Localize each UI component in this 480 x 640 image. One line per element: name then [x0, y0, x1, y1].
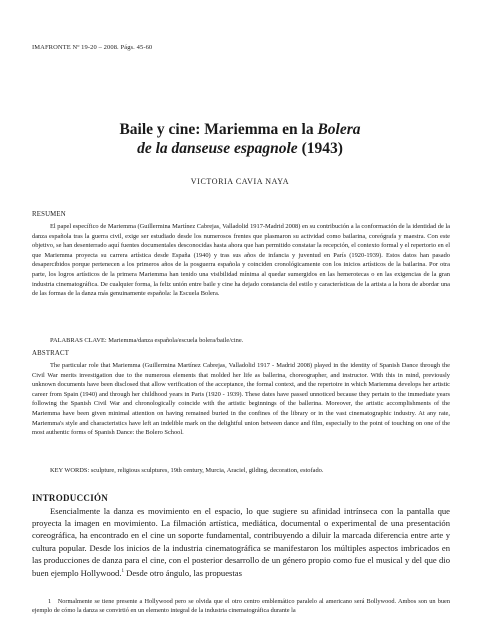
resumen-body: El papel específico de Mariemma (Guillermina Martínez Cabrejas, Valladolid 1917-Madrid 2008) en su contribución a la conformación de la identidad de la danza española tras la guerra civil, exige ser estudiado desde los numerosos frentes que plasmaron su actividad como bailarina, coreógrafa y maestra. Con este objetivo, se han desenterrado aquí fuentes documentales desconocidas hasta ahora que han permitido constatar la recepción, el contexto formal y el repertorio en el que Mariemma proyecta su carrera artística desde España (1940) y tras sus años de infancia y juventud en París (1920-1939). Estos datos han pasado desapercibidos porque pertenecen a los primeros años de la posguerra española y coinciden cronológicamente con los inicios artísticos de la bailarina. Por otra parte, los logros artísticos de la primera Mariemma han tenido una visibilidad mínima al quedar sumergidos en las hemerotecas o en las exigencias de la gran industria cinematográfica. De cualquier forma, la feliz unión entre baile y cine ha dejado constancia del estilo y características de la artista a la hora de abordar una de las formas de la danza más genuinamente española: la Escuela Bolera. — [32, 223, 450, 298]
title-line2-plain: (1943) — [297, 140, 343, 157]
author-name: VICTORIA CAVIA NAYA — [190, 177, 290, 186]
abstract-body: The particular role that Mariemma (Guillermina Martínez Cabrejas, Valladolid 1917 - Madrid 2008) played in the identity of Spanish Dance through the Civil War merits investigation due to the numerous elements that molded her life as ballerina, choreographer, and instructor. With this in mind, previously unknown documents have been disclosed that allow verification of the acceptance, the formal context, and the repertoire in which Mariemma develops her artistic career from Spain (1940) and through her childhood years in Paris (1920 - 1939). These dates have passed unnoticed because they pertain to the immediate years following the Spanish Civil War and chronologically coincide with the artistic beginnings of the ballerina. Moreover, the artistic accomplishments of the Mariemma have been given minimal attention on having remained buried in the confines of the library or in the vast cinematographic industry. At any rate, Mariemma's style and characteristics have left an indelible mark on the delightful union between dance and film, especially to the point of touching on one of the most authentic forms of Spanish Dance: the Bolero School. — [32, 362, 450, 437]
footnote-number: 1 — [48, 598, 52, 605]
resumen-heading: RESUMEN — [32, 211, 66, 218]
abstract-heading: ABSTRACT — [32, 350, 70, 357]
running-head: IMAFRONTE Nº 19-20 – 2008. Págs. 45-60 — [32, 44, 153, 51]
footnote-text: Normalmente se tiene presente a Hollywood pero se olvida que el otro centro emblemático paralelo al americano será Bollywood. Ambos son un buen ejemplo de cómo la danza se convirtió en un elemento integral de la industria cinematográfica durante la — [32, 598, 450, 615]
resumen-keywords: PALABRAS CLAVE: Mariemma/danza española/escuela bolera/baile/cine. — [50, 337, 244, 344]
footnote — [32, 597, 450, 616]
intro-text-before-note: Esencialmente la danza es movimiento en el espacio, lo que sugiere su afinidad intrínseca con la pantalla que proyecta la imagen en movimiento. La filmación artística, mediática, documental o experimental de una presentación coreográfica, ha encontrado en el cine un soporte fundamental, contribuyendo a diluir la marcada diferencia entre arte y cultura popular. Desde los inicios de la industria cinematográfica se manifestaron los múltiples aspectos imbricados en las producciones de danza para el cine, con el posterior desarrollo de un género propio como fue el musical y del que dio buen ejemplo Hollywood. — [32, 506, 450, 578]
title-line1-plain: Baile y cine: Mariemma en la — [119, 121, 318, 138]
introduccion-body — [32, 505, 450, 579]
title-line2-italic: de la danseuse espagnole — [137, 140, 298, 157]
title-line1-italic: Bolera — [317, 121, 361, 138]
abstract-keywords: KEY WORDS: sculpture, religious sculptures, 19th century, Murcia, Araciel, gilding, decoration, estofado. — [50, 467, 324, 474]
article-title — [40, 120, 440, 158]
footnote-reference: 1 — [121, 569, 125, 575]
introduccion-heading: INTRODUCCIÓN — [32, 493, 109, 503]
intro-text-after-note: Desde otro ángulo, las propuestas — [124, 567, 242, 578]
